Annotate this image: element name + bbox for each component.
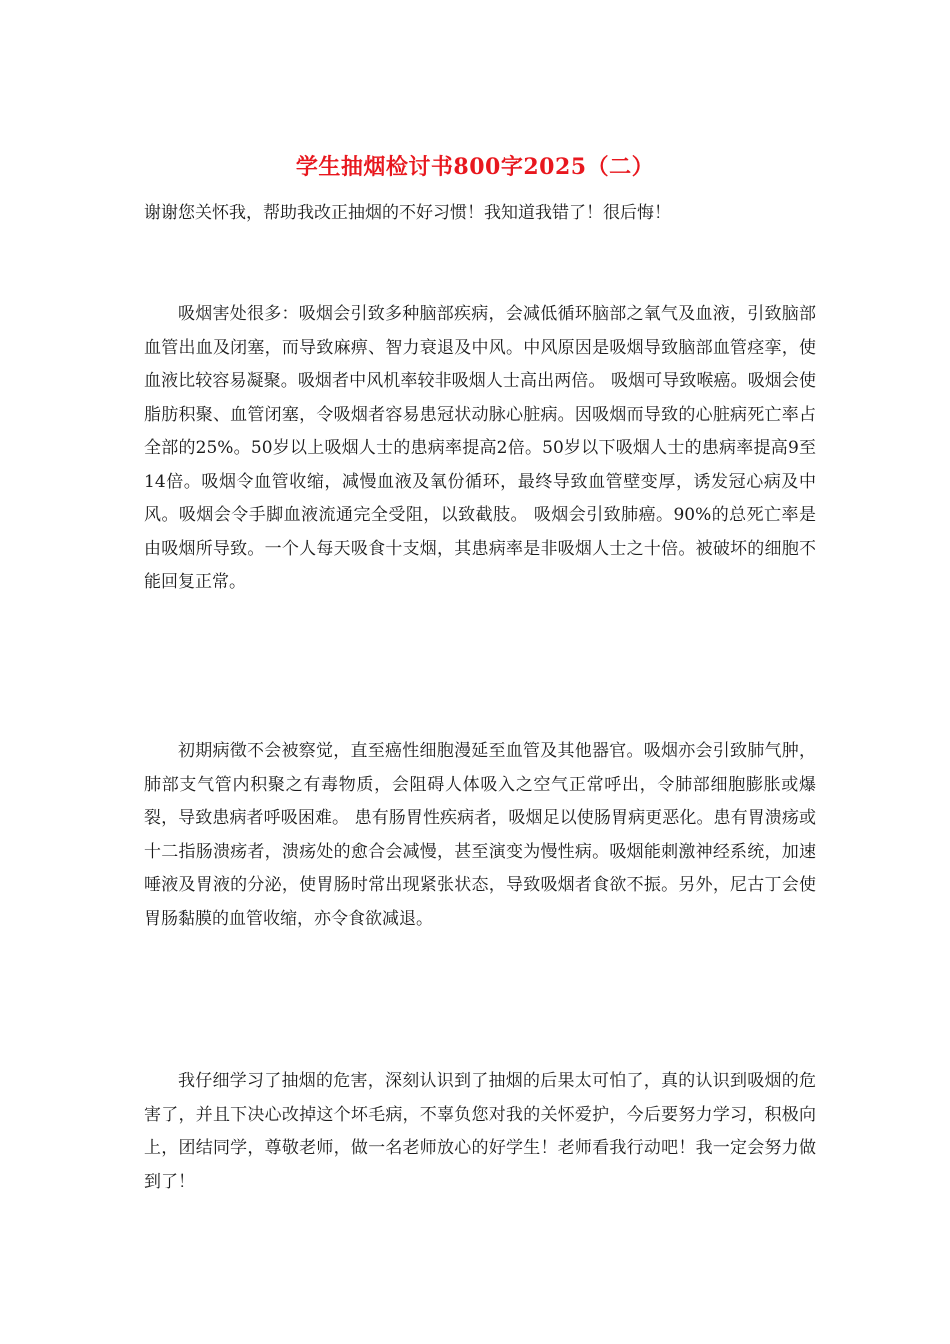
document-title: 学生抽烟检讨书800字2025（二） xyxy=(295,154,655,180)
body-paragraph-1: 吸烟害处很多：吸烟会引致多种脑部疾病，会减低循环脑部之氧气及血液，引致脑部血管出血及闭塞，而导致麻痹、智力衰退及中风。中风原因是吸烟导致脑部血管痉挛，使血液比较容易凝聚。吸烟者中风机率较非吸烟人士高出两倍。 吸烟可导致喉癌。吸烟会使脂肪积聚、血管闭塞，令吸烟者容易患冠状动脉心脏病。因吸烟而导致的心脏病死亡率占全部的25%。50岁以上吸烟人士的患病率提高2倍。50岁以下吸烟人士的患病率提高9至14倍。吸烟令血管收缩，减慢血液及氧份循环，最终导致血管壁变厚，诱发冠心病及中风。吸烟会令手脚血液流通完全受阻，以致截肢。 吸烟会引致肺癌。90%的总死亡率是由吸烟所导致。一个人每天吸食十支烟，其患病率是非吸烟人士之十倍。被破坏的细胞不能回复正常。 xyxy=(144,304,816,592)
body-paragraph-2: 初期病徵不会被察觉，直至癌性细胞漫延至血管及其他器官。吸烟亦会引致肺气肿，肺部支气管内积聚之有毒物质，会阻碍人体吸入之空气正常呼出，令肺部细胞膨胀或爆裂，导致患病者呼吸困难。 患有肠胃性疾病者，吸烟足以使肠胃病更恶化。患有胃溃疡或十二指肠溃疡者，溃疡处的愈合会减慢，甚至演变为慢性病。吸烟能刺激神经系统，加速唾液及胃液的分泌，使胃肠时常出现紧张状态，导致吸烟者食欲不振。另外，尼古丁会使胃肠黏膜的血管收缩，亦令食欲减退。 xyxy=(144,741,816,929)
intro-paragraph: 谢谢您关怀我，帮助我改正抽烟的不好习惯！我知道我错了！很后悔！ xyxy=(144,203,671,223)
body-paragraph-3: 我仔细学习了抽烟的危害，深刻认识到了抽烟的后果太可怕了，真的认识到吸烟的危害了，并且下决心改掉这个坏毛病，不辜负您对我的关怀爱护，今后要努力学习，积极向上，团结同学，尊敬老师，做一名老师放心的好学生！老师看我行动吧！我一定会努力做到了！ xyxy=(144,1071,816,1192)
